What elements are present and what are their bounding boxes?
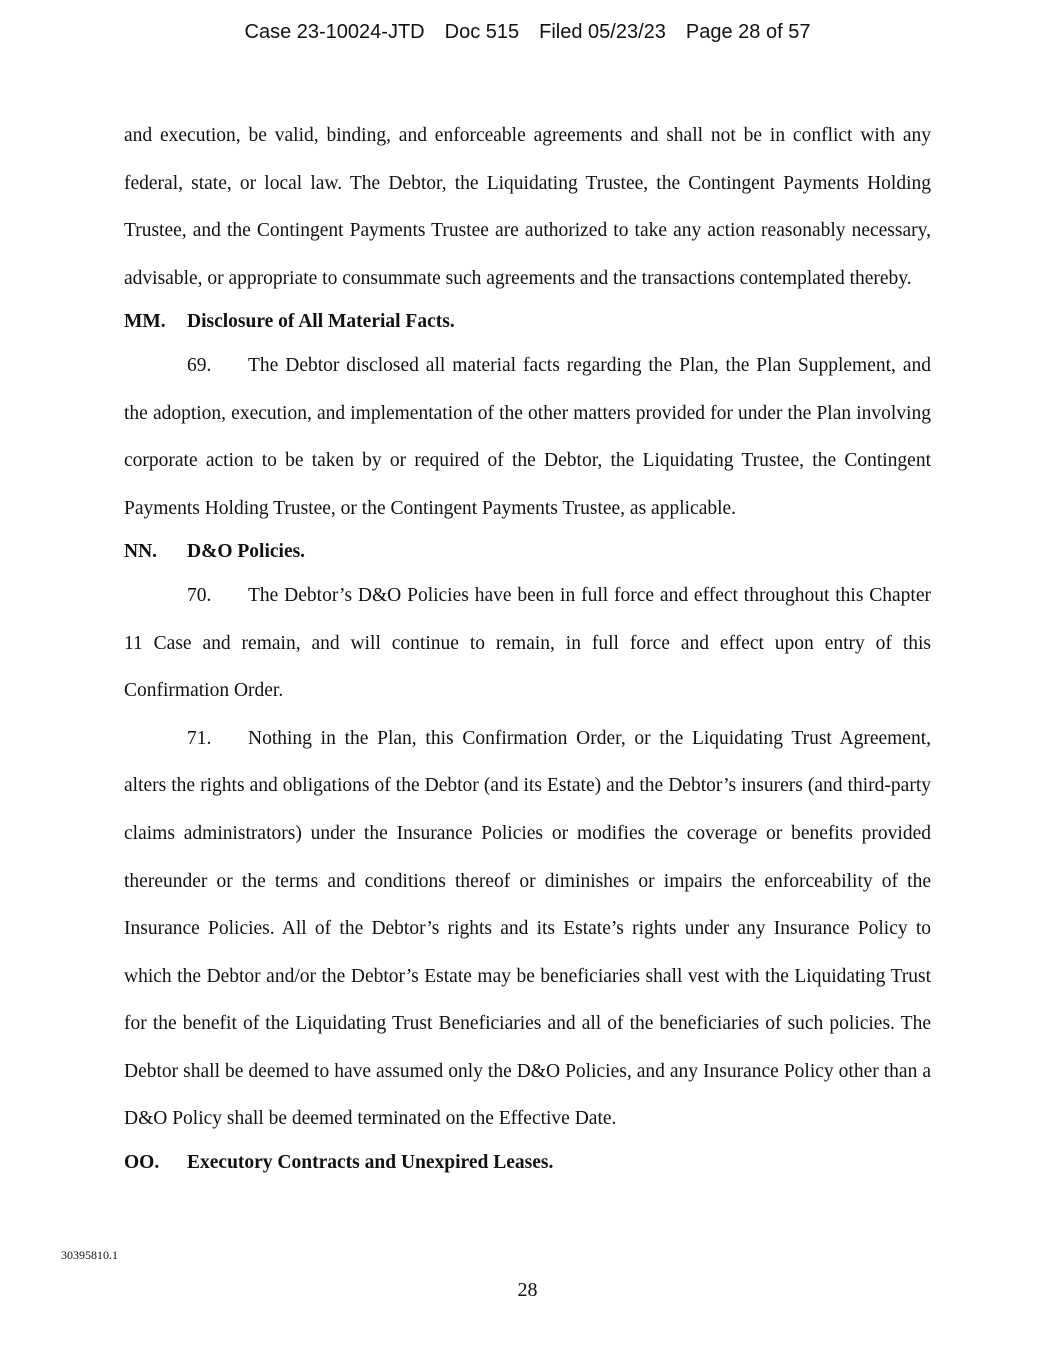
section-title: Disclosure of All Material Facts. — [187, 311, 455, 333]
document-body — [124, 112, 931, 1183]
paragraph-number: 70. — [187, 584, 212, 606]
filing-header — [0, 19, 1055, 45]
section-heading-nn — [124, 528, 931, 576]
paragraph-text: The Debtor’s D&O Policies have been in full force and effect throughout this Chapter 11 Case and remain, and will continue to remain, in full force and effect upon entry of this Confirmation Order. — [124, 584, 931, 702]
paragraph-text: The Debtor disclosed all material facts regarding the Plan, the Plan Supplement, and the adoption, execution, and implementation of the other matters provided for under the Plan involving corporate action to be taken by or required of the Debtor, the Liquidating Trustee, the Contingent Payments Holding Trustee, or the Contingent Payments Trustee, as applicable. — [124, 354, 931, 519]
section-code: MM. — [124, 311, 166, 333]
case-number: Case 23-10024-JTD — [244, 21, 425, 43]
paragraph-text: Nothing in the Plan, this Confirmation Order, or the Liquidating Trust Agreement, alters the rights and obligations of the Debtor (and its Estate) and the Debtor’s insurers (and third-party claims administrators) under the Insurance Policies or modifies the coverage or benefits provided thereunder or the terms and conditions thereof or diminishes or impairs the enforceability of the Insurance Policies. All of the Debtor’s rights and its Estate’s rights under any Insurance Policy to which the Debtor and/or the Debtor’s Estate may be beneficiaries shall vest with the Liquidating Trust for the benefit of the Liquidating Trust Beneficiaries and all of the beneficiaries of such policies. The Debtor shall be deemed to have assumed only the D&O Policies, and any Insurance Policy other than a D&O Policy shall be deemed terminated on the Effective Date. — [124, 727, 931, 1130]
document-id: 30395810.1 — [61, 1248, 118, 1262]
section-code: NN. — [124, 541, 158, 563]
section-heading-oo — [124, 1139, 931, 1187]
section-heading-mm — [124, 298, 931, 346]
paragraph-number: 71. — [187, 727, 212, 749]
paragraph-71 — [124, 715, 931, 1143]
paragraph-number: 69. — [187, 354, 212, 376]
section-title: D&O Policies. — [187, 541, 306, 563]
section-code: OO. — [124, 1152, 160, 1174]
filed-date: Filed 05/23/23 — [539, 21, 666, 43]
paragraph-continuation: and execution, be valid, binding, and enforceable agreements and shall not be in conflict with any federal, state, or local law. The Debtor, the Liquidating Trustee, the Contingent Payments Holding Trustee, and the Contingent Payments Trustee are authorized to take any action reasonably necessary, advisable, or appropriate to consummate such agreements and the transactions contemplated thereby. — [124, 125, 931, 289]
doc-number: Doc 515 — [444, 21, 520, 43]
section-title: Executory Contracts and Unexpired Leases. — [187, 1152, 554, 1174]
page-number: 28 — [517, 1279, 538, 1301]
paragraph-70 — [124, 572, 931, 715]
page-indicator: Page 28 of 57 — [685, 21, 811, 43]
paragraph-69 — [124, 342, 931, 532]
